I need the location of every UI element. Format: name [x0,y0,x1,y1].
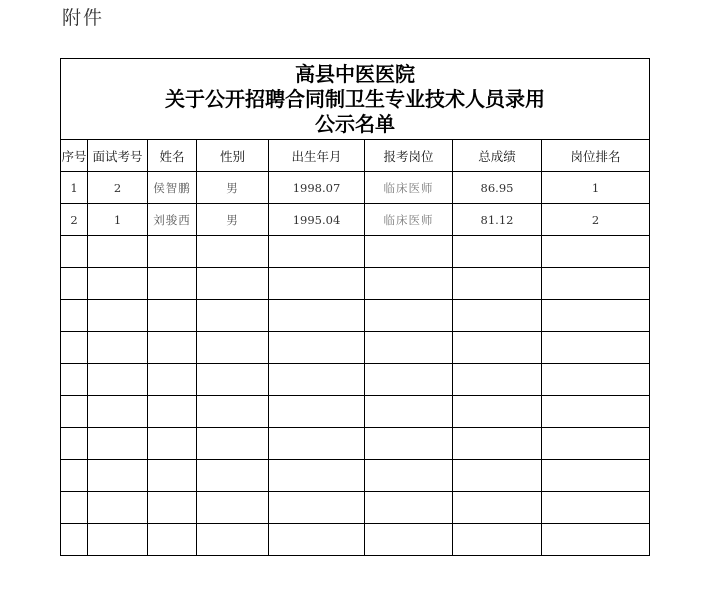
empty-cell [88,524,148,556]
empty-cell [453,492,542,524]
empty-cell [61,396,88,428]
empty-cell [88,396,148,428]
empty-cell [197,460,269,492]
empty-cell [88,428,148,460]
empty-table-row [61,364,650,396]
empty-cell [197,300,269,332]
col-header-birth: 出生年月 [269,140,365,172]
header-row [61,140,650,172]
empty-cell [365,364,453,396]
empty-cell [197,524,269,556]
cell-rank: 2 [542,204,650,236]
empty-cell [61,332,88,364]
empty-cell [542,332,650,364]
table-row [61,172,650,204]
cell-name: 侯智鹏 [148,172,197,204]
empty-cell [269,428,365,460]
cell-rank: 1 [542,172,650,204]
empty-cell [269,492,365,524]
empty-table-row [61,300,650,332]
title-row [61,59,650,140]
col-header-name: 姓名 [148,140,197,172]
empty-cell [453,332,542,364]
cell-position: 临床医师 [365,172,453,204]
empty-cell [542,396,650,428]
cell-score: 81.12 [453,204,542,236]
empty-cell [148,300,197,332]
empty-table-row [61,460,650,492]
empty-cell [453,300,542,332]
empty-table-row [61,428,650,460]
empty-cell [269,524,365,556]
empty-cell [148,428,197,460]
empty-cell [365,300,453,332]
empty-cell [197,268,269,300]
empty-cell [148,524,197,556]
col-header-rank: 岗位排名 [542,140,650,172]
empty-cell [453,524,542,556]
cell-exam-no: 1 [88,204,148,236]
empty-cell [148,332,197,364]
cell-position: 临床医师 [365,204,453,236]
recruitment-roster-table [60,58,650,556]
empty-cell [61,364,88,396]
empty-cell [269,364,365,396]
empty-table-row [61,524,650,556]
empty-table-row [61,396,650,428]
empty-cell [88,492,148,524]
table-row [61,204,650,236]
empty-cell [365,524,453,556]
empty-cell [61,268,88,300]
empty-cell [453,364,542,396]
empty-cell [61,460,88,492]
empty-cell [542,300,650,332]
empty-cell [453,460,542,492]
empty-cell [61,492,88,524]
empty-cell [269,300,365,332]
empty-cell [88,268,148,300]
empty-cell [453,268,542,300]
cell-name: 刘骏西 [148,204,197,236]
cell-seq: 1 [61,172,88,204]
empty-cell [197,492,269,524]
empty-cell [148,492,197,524]
empty-table-row [61,332,650,364]
empty-cell [61,428,88,460]
col-header-gender: 性别 [197,140,269,172]
empty-cell [269,236,365,268]
empty-cell [542,492,650,524]
empty-table-row [61,236,650,268]
cell-birth: 1998.07 [269,172,365,204]
cell-gender: 男 [197,172,269,204]
empty-cell [88,300,148,332]
empty-cell [365,268,453,300]
empty-cell [542,236,650,268]
title-line-3: 公示名单 [315,111,395,136]
empty-cell [148,236,197,268]
title-line-1: 高县中医医院 [295,61,415,86]
empty-cell [365,332,453,364]
empty-cell [197,332,269,364]
cell-birth: 1995.04 [269,204,365,236]
col-header-position: 报考岗位 [365,140,453,172]
empty-cell [197,428,269,460]
empty-cell [365,396,453,428]
attachment-label: 附件 [62,7,105,29]
empty-cell [88,364,148,396]
title-line-2: 关于公开招聘合同制卫生专业技术人员录用 [165,86,545,111]
empty-cell [365,460,453,492]
empty-cell [61,524,88,556]
empty-cell [542,268,650,300]
cell-exam-no: 2 [88,172,148,204]
empty-cell [269,460,365,492]
empty-cell [542,460,650,492]
empty-cell [197,236,269,268]
empty-cell [542,428,650,460]
empty-cell [453,428,542,460]
cell-seq: 2 [61,204,88,236]
empty-cell [148,396,197,428]
empty-cell [61,300,88,332]
empty-cell [88,332,148,364]
empty-cell [542,524,650,556]
empty-cell [365,428,453,460]
empty-cell [269,396,365,428]
empty-cell [269,332,365,364]
table-title [61,59,650,140]
empty-cell [453,236,542,268]
empty-cell [542,364,650,396]
cell-score: 86.95 [453,172,542,204]
empty-cell [197,396,269,428]
col-header-exam-no: 面试考号 [88,140,148,172]
empty-cell [148,460,197,492]
empty-cell [197,364,269,396]
empty-cell [269,268,365,300]
empty-cell [148,268,197,300]
empty-table-row [61,268,650,300]
empty-cell [88,460,148,492]
empty-cell [88,236,148,268]
cell-gender: 男 [197,204,269,236]
empty-cell [365,492,453,524]
col-header-score: 总成绩 [453,140,542,172]
empty-cell [365,236,453,268]
empty-cell [61,236,88,268]
col-header-seq: 序号 [61,140,88,172]
empty-table-row [61,492,650,524]
empty-cell [148,364,197,396]
empty-cell [453,396,542,428]
